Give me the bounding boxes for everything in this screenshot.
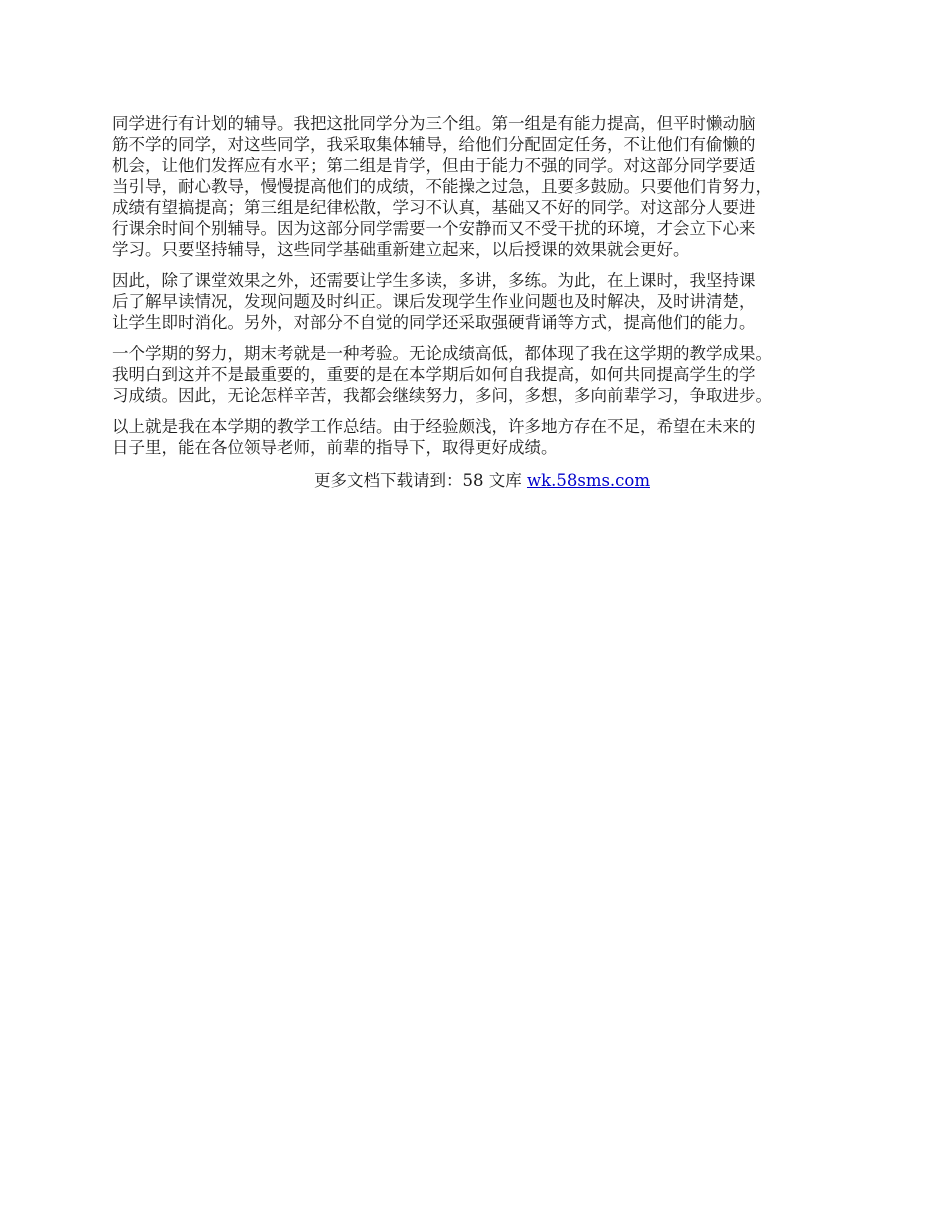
text-line: 一个学期的努力，期末考就是一种考验。无论成绩高低，都体现了我在这学期的教学成果。 (112, 344, 772, 363)
website-link[interactable]: wk.58sms.com (526, 471, 650, 490)
text-line: 以上就是我在本学期的教学工作总结。由于经验颇浅，许多地方存在不足，希望在未来的 (112, 417, 756, 436)
footer-text: 更多文档下载请到：58 文库 (313, 471, 527, 490)
text-line: 机会，让他们发挥应有水平；第二组是肯学，但由于能力不强的同学。对这部分同学要适 (112, 156, 756, 175)
text-line: 让学生即时消化。另外，对部分不自觉的同学还采取强硬背诵等方式，提高他们的能力。 (112, 313, 756, 332)
text-line: 行课余时间个别辅导。因为这部分同学需要一个安静而又不受干扰的环境，才会立下心来 (112, 219, 756, 238)
text-line: 当引导，耐心教导，慢慢提高他们的成绩，不能操之过急，且要多鼓励。只要他们肯努力， (112, 177, 772, 196)
text-line: 筋不学的同学，对这些同学，我采取集体辅导，给他们分配固定任务，不让他们有偷懒的 (112, 135, 756, 154)
paragraph (112, 113, 852, 260)
paragraph (112, 343, 852, 406)
text-line: 日子里，能在各位领导老师，前辈的指导下，取得更好成绩。 (112, 438, 558, 457)
paragraph (112, 270, 852, 333)
text-line: 同学进行有计划的辅导。我把这批同学分为三个组。第一组是有能力提高，但平时懒动脑 (112, 114, 756, 133)
text-line: 学习。只要坚持辅导，这些同学基础重新建立起来，以后授课的效果就会更好。 (112, 240, 690, 259)
text-line: 我明白到这并不是最重要的，重要的是在本学期后如何自我提高，如何共同提高学生的学 (112, 365, 756, 384)
download-footer (112, 470, 852, 491)
document-body (112, 113, 852, 491)
text-line: 因此，除了课堂效果之外，还需要让学生多读，多讲，多练。为此，在上课时，我坚持课 (112, 271, 756, 290)
text-line: 成绩有望搞提高；第三组是纪律松散，学习不认真，基础又不好的同学。对这部分人要进 (112, 198, 756, 217)
text-line: 后了解早读情况，发现问题及时纠正。课后发现学生作业问题也及时解决，及时讲清楚， (112, 292, 756, 311)
text-line: 习成绩。因此，无论怎样辛苦，我都会继续努力，多问，多想，多向前辈学习，争取进步。 (112, 386, 772, 405)
paragraph (112, 416, 852, 458)
